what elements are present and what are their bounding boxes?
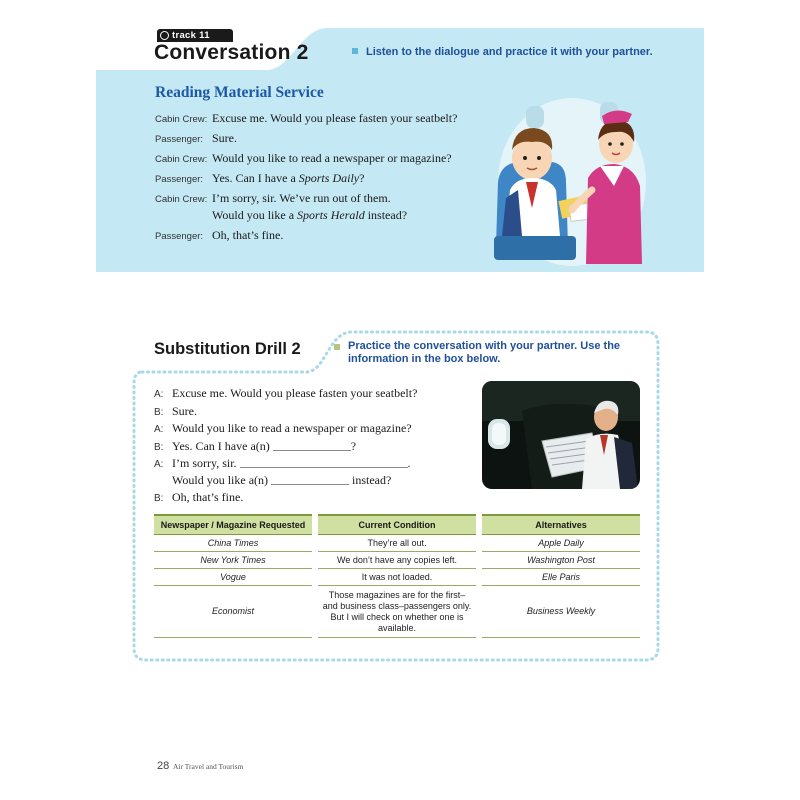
square-bullet-icon xyxy=(352,48,358,54)
dialogue-segment: ? xyxy=(359,171,365,185)
drill-segment: ? xyxy=(350,438,357,453)
dialogue-text xyxy=(212,150,452,167)
dialogue-segment: Would you like a xyxy=(212,208,298,222)
drill-line xyxy=(154,455,474,489)
track-label: track 11 xyxy=(172,30,210,41)
substitution-table xyxy=(154,514,640,638)
drill-line xyxy=(154,403,474,421)
drill-segment: Sure. xyxy=(172,403,197,418)
table-cell-requested: Economist xyxy=(154,586,312,638)
speaker-label: A: xyxy=(154,424,164,435)
conversation-section xyxy=(96,28,704,272)
drill-segment: I’m sorry, sir. xyxy=(172,456,240,470)
drill-dialogue xyxy=(154,385,474,507)
table-header-cell: Alternatives xyxy=(482,514,640,535)
drill-text xyxy=(172,420,412,437)
page-number: 28 xyxy=(157,760,170,772)
drill-segment: Oh, that’s fine. xyxy=(172,490,244,504)
table-cell-condition: It was not loaded. xyxy=(318,569,476,586)
speaker-label: Cabin Crew: xyxy=(155,154,208,165)
cd-disc-icon xyxy=(160,31,169,40)
dialogue-text xyxy=(212,170,364,187)
dialogue-segment: Sure. xyxy=(212,131,237,145)
dialogue-line xyxy=(155,150,495,170)
dialogue-text xyxy=(212,227,283,244)
fill-in-blank xyxy=(271,474,349,485)
table-cell-alternative: Washington Post xyxy=(482,552,640,569)
fill-in-blank xyxy=(240,457,408,468)
table-cell-condition: Those magazines are for the first–and business class–passengers only. But I will check on whether one is available. xyxy=(318,586,476,638)
dialogue-segment: instead? xyxy=(364,208,408,222)
table-cell-condition: They’re all out. xyxy=(318,535,476,552)
drill-text xyxy=(172,403,197,420)
dialogue-segment: I’m sorry, sir. We’ve run out of them. xyxy=(212,191,391,205)
business-passenger-photo xyxy=(482,381,640,489)
dialogue-text xyxy=(212,130,237,147)
speaker-label: B: xyxy=(154,493,164,504)
table-cell-requested: Vogue xyxy=(154,569,312,586)
dialogue-line xyxy=(155,190,495,227)
speaker-label: A: xyxy=(154,459,164,470)
publication-title: Sports Daily xyxy=(298,171,360,185)
table-cell-condition: We don’t have any copies left. xyxy=(318,552,476,569)
drill-title: Substitution Drill 2 xyxy=(154,340,301,358)
table-header-cell: Current Condition xyxy=(318,514,476,535)
speaker-label: A: xyxy=(154,389,164,400)
dialogue-segment: Excuse me. Would you please fasten your seatbelt? xyxy=(212,111,458,125)
conversation-dialogue xyxy=(155,110,495,247)
table-row xyxy=(154,552,640,569)
fill-in-blank xyxy=(273,440,351,451)
table-cell-requested: New York Times xyxy=(154,552,312,569)
drill-segment: Excuse me. Would you please fasten your seatbelt? xyxy=(172,386,418,400)
table-row xyxy=(154,586,640,638)
drill-line xyxy=(154,438,474,456)
drill-segment: Would you like a(n) xyxy=(172,472,272,487)
table-cell-requested: China Times xyxy=(154,535,312,552)
table-header-row xyxy=(154,514,640,535)
table-cell-alternative: Apple Daily xyxy=(482,535,640,552)
square-bullet-icon xyxy=(334,344,340,350)
conversation-instruction-text: Listen to the dialogue and practice it with your partner. xyxy=(366,46,653,58)
substitution-drill-section xyxy=(130,326,664,664)
drill-instruction-text: Practice the conversation with your partner. Use the information in the box below. xyxy=(348,340,621,365)
dialogue-segment: Oh, that’s fine. xyxy=(212,228,284,242)
drill-text xyxy=(172,455,411,488)
table-header-cell: Newspaper / Magazine Requested xyxy=(154,514,312,535)
drill-text xyxy=(172,438,356,455)
cabin-crew-passenger-illustration xyxy=(488,86,648,268)
speaker-label: Cabin Crew: xyxy=(155,194,208,205)
conversation-title: Conversation 2 xyxy=(154,41,309,64)
dialogue-line xyxy=(155,170,495,190)
dialogue-line xyxy=(155,130,495,150)
speaker-label: Cabin Crew: xyxy=(155,114,208,125)
drill-instruction xyxy=(348,340,648,366)
dialogue-text xyxy=(212,190,407,224)
drill-text xyxy=(172,385,417,402)
dialogue-segment: Yes. Can I have a xyxy=(212,171,299,185)
reading-material-title: Reading Material Service xyxy=(155,84,324,101)
dialogue-text xyxy=(212,110,457,127)
table-cell-alternative: Business Weekly xyxy=(482,586,640,638)
drill-segment: Would you like to read a newspaper or magazine? xyxy=(172,421,412,435)
table-cell-alternative: Elle Paris xyxy=(482,569,640,586)
drill-line xyxy=(154,385,474,403)
drill-segment: instead? xyxy=(349,472,392,487)
drill-text xyxy=(172,489,243,506)
publication-title: Sports Herald xyxy=(297,208,365,222)
speaker-label: Passenger: xyxy=(155,231,204,242)
drill-line xyxy=(154,420,474,438)
speaker-label: B: xyxy=(154,406,164,418)
speaker-label: Passenger: xyxy=(155,174,204,185)
running-footer-title: Air Travel and Tourism xyxy=(173,762,244,771)
drill-line xyxy=(154,489,474,507)
drill-segment: . xyxy=(407,456,411,470)
dialogue-segment: Would you like to read a newspaper or magazine? xyxy=(212,151,452,165)
speaker-label: B: xyxy=(154,441,164,453)
table-row xyxy=(154,569,640,586)
speaker-label: Passenger: xyxy=(155,134,204,145)
dialogue-line xyxy=(155,110,495,130)
drill-segment: Yes. Can I have a(n) xyxy=(172,438,273,453)
dialogue-line xyxy=(155,227,495,247)
table-row xyxy=(154,535,640,552)
conversation-instruction xyxy=(352,46,653,58)
